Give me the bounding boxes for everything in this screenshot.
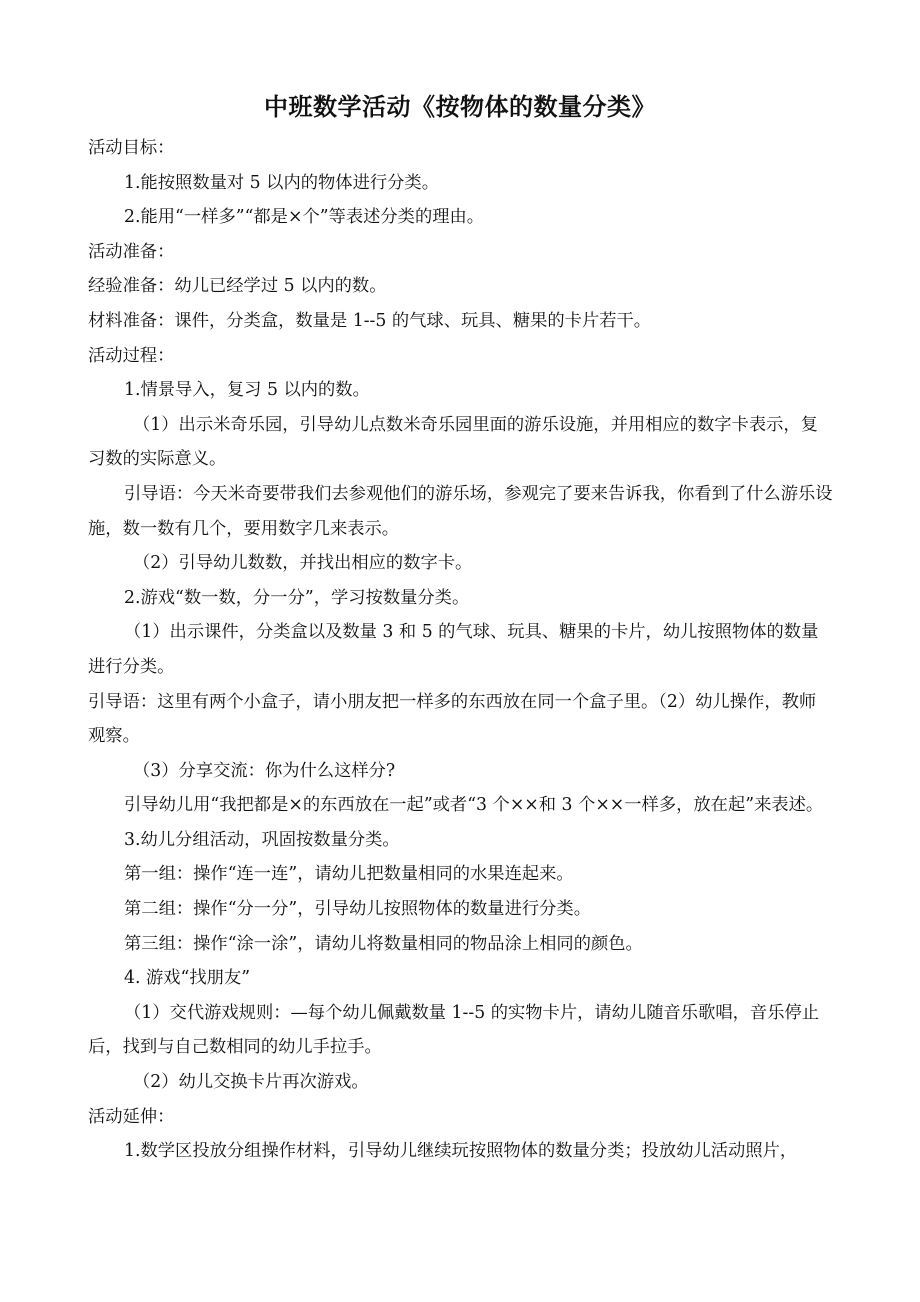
paragraph: （1）出示米奇乐园，引导幼儿点数米奇乐园里面的游乐设施，并用相应的数字卡表示，复习数的实际意义。 [88, 414, 818, 470]
document-body [88, 131, 833, 1169]
section-heading-goals: 活动目标： [88, 138, 175, 158]
paragraph: （1）交代游戏规则：—每个幼儿佩戴数量 1--5 的实物卡片，请幼儿随音乐歌唱，音乐停止后，找到与自己数相同的幼儿手拉手。 [88, 1002, 820, 1058]
paragraph: （2）引导幼儿数数，并找出相应的数字卡。 [133, 553, 473, 574]
document-title: 中班数学活动《按物体的数量分类》 [264, 93, 656, 121]
paragraph: 第二组：操作“分一分”，引导幼儿按照物体的数量进行分类。 [124, 899, 591, 920]
section-heading-preparation: 活动准备： [88, 241, 175, 262]
paragraph: 引导语：这里有两个小盒子，请小朋友把一样多的东西放在同一个盒子里。（2）幼儿操作，教师观察。 [88, 691, 817, 747]
paragraph: （3）分享交流：你为什么这样分? [133, 760, 396, 781]
paragraph: 2.能用“一样多”“都是×个”等表述分类的理由。 [124, 207, 485, 228]
paragraph: （1）出示课件，分类盒以及数量 3 和 5 的气球、玩具、糖果的卡片，幼儿按照物体的数量进行分类。 [88, 622, 819, 677]
paragraph: 经验准备：幼儿已经学过 5 以内的数。 [88, 276, 387, 297]
section-heading-extension: 活动延伸： [88, 1106, 175, 1127]
paragraph: 第一组：操作“连一连”，请幼儿把数量相同的水果连起来。 [124, 864, 574, 885]
paragraph: 4. 游戏“找朋友” [124, 968, 251, 989]
paragraph: 材料准备：课件，分类盒，数量是 1--5 的气球、玩具、糖果的卡片若干。 [88, 310, 652, 331]
paragraph: 引导语：今天米奇要带我们去参观他们的游乐场，参观完了要来告诉我，你看到了什么游乐设施，数一数有几个，要用数字几来表示。 [88, 483, 833, 539]
paragraph: 1.情景导入，复习 5 以内的数。 [124, 380, 370, 401]
section-heading-process: 活动过程： [88, 345, 175, 366]
paragraph: 3.幼儿分组活动，巩固按数量分类。 [124, 829, 400, 850]
paragraph: 1.能按照数量对 5 以内的物体进行分类。 [124, 172, 439, 193]
paragraph: 1.数学区投放分组操作材料，引导幼儿继续玩按照物体的数量分类；投放幼儿活动照片， [124, 1141, 798, 1162]
paragraph: 第三组：操作“涂一涂”，请幼儿将数量相同的物品涂上相同的颜色。 [124, 933, 643, 954]
paragraph: 引导幼儿用“我把都是×的东西放在一起”或者“3 个××和 3 个××一样多，放在起”来表述。 [124, 795, 824, 816]
paragraph: （2）幼儿交换卡片再次游戏。 [133, 1072, 369, 1093]
paragraph: 2.游戏“数一数，分一分”，学习按数量分类。 [124, 587, 470, 608]
